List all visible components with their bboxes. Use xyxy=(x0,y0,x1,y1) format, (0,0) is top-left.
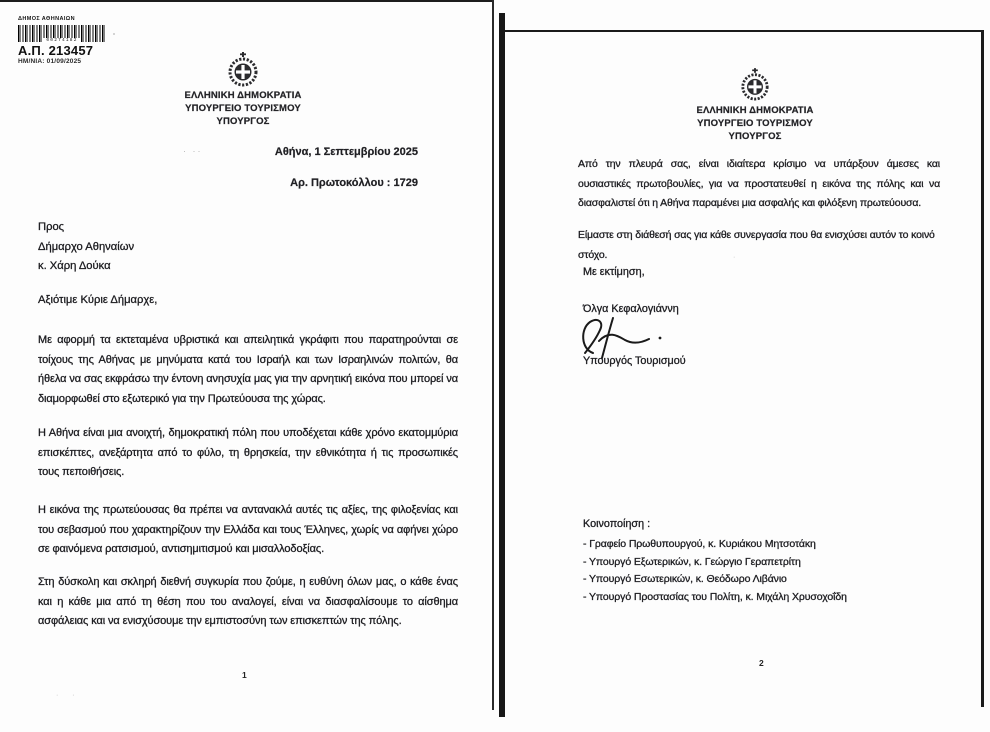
body-paragraph: Με αφορμή τα εκτεταμένα υβριστικά και απειλητικά γκράφιτι που παρατηρούνται σε τοίχους της Αθήνας με μηνύματα κατά του Ισραήλ και των Ισραηλινών πολιτών, θα ήθελα να σας εκφράσω την έντονη ανησυχία μας για την αρνητική εικόνα που μπορεί να διαμορφωθεί στο εξωτερικό για την Πρωτεύουσα της χώρας. xyxy=(38,334,458,405)
letterhead-ministry: ΥΠΟΥΡΓΕΙΟ ΤΟΥΡΙΣΜΟΥ xyxy=(697,118,813,129)
letterhead-republic: ΕΛΛΗΝΙΚΗ ΔΗΜΟΚΡΑΤΙΑ xyxy=(696,105,814,116)
letterhead-minister: ΥΠΟΥΡΓΟΣ xyxy=(216,116,270,127)
athens-municipality-stamp xyxy=(18,16,118,65)
page2-number: 2 xyxy=(759,658,764,668)
cc-heading: Κοινοποίηση : xyxy=(583,518,651,530)
letter-date: Αθήνα, 1 Σεπτεμβρίου 2025 xyxy=(274,146,418,158)
page1-number: 1 xyxy=(242,670,247,680)
cc-item: - Υπουργό Προστασίας του Πολίτη, κ. Μιχάλη Χρυσοχοΐδη xyxy=(583,590,847,603)
salutation: Αξιότιμε Κύριε Δήμαρχε, xyxy=(38,294,158,306)
scan-artifact: · · xyxy=(56,692,77,699)
body-paragraph: Είμαστε στη διάθεσή σας για κάθε συνεργασία που θα ενισχύσει αυτόν το κοινό στόχο. xyxy=(578,229,935,261)
page2-scan xyxy=(505,30,983,705)
closing: Με εκτίμηση, xyxy=(583,266,645,278)
signatory-title: Υπουργός Τουρισμού xyxy=(583,355,686,367)
hellenic-republic-emblem-icon xyxy=(740,68,770,102)
stamp-org-label: ΔΗΜΟΣ ΑΘΗΝΑΙΩΝ xyxy=(18,16,75,22)
body-paragraph: Από την πλευρά σας, είναι ιδιαίτερα κρίσιμο να υπάρξουν άμεσες και ουσιαστικές πρωτοβουλίες, για να προστατευθεί η εικόνα της πόλης και να διασφαλιστεί ότι η Αθήνα παραμένει μια ασφαλής και φιλόξενη πρωτεύουσα. xyxy=(578,158,940,209)
scan-artifact: · ·· xyxy=(183,146,203,156)
cc-item: - Γραφείο Πρωθυπουργού, κ. Κυριάκου Μητσοτάκη xyxy=(583,538,816,550)
recipient-person: κ. Χάρη Δούκα xyxy=(38,260,111,272)
body-paragraph: Στη δύσκολη και σκληρή διεθνή συγκυρία που ζούμε, η ευθύνη όλων μας, ο κάθε ένας και η κάθε μια από τη θέση που του αναλογεί, είναι να διασφαλίσουμε το αίσθημα ασφάλειας και να ενισχύσουμε την εμπιστοσύνη των επισκεπτών της πόλης. xyxy=(38,576,458,627)
cc-list xyxy=(583,536,847,606)
recipient-block xyxy=(38,218,134,277)
recipient-to: Προς xyxy=(38,221,65,233)
cc-item: - Υπουργό Εσωτερικών, κ. Θεόδωρο Λιβάνιο xyxy=(583,573,787,585)
barcode xyxy=(18,25,106,42)
letterhead-republic: ΕΛΛΗΝΙΚΗ ΔΗΜΟΚΡΑΤΙΑ xyxy=(184,90,302,101)
scan-artifact: · xyxy=(733,254,738,261)
stamp-protocol-number: Α.Π. 213457 xyxy=(18,43,94,58)
body-paragraph: Η Αθήνα είναι μια ανοιχτή, δημοκρατική πόλη που υποδέχεται κάθε χρόνο εκατομμύρια επισκέπτες, ανεξάρτητα από το φύλο, τη θρησκεία, την εθνικότητα ή τις προσωπικές τους πεποιθήσεις. xyxy=(38,427,458,478)
page1-letterhead xyxy=(148,89,338,128)
hellenic-republic-emblem-icon xyxy=(227,52,259,88)
stamp-date: ΗΜ/ΝΙΑ: 01/09/2025 xyxy=(18,58,82,65)
barcode-number: 00274182 xyxy=(43,38,80,43)
scan-artifact xyxy=(113,33,115,35)
cc-item: - Υπουργό Εξωτερικών, κ. Γεώργιο Γεραπετρίτη xyxy=(583,555,801,568)
letterhead-minister: ΥΠΟΥΡΓΟΣ xyxy=(728,131,782,142)
letterhead-ministry: ΥΠΟΥΡΓΕΙΟ ΤΟΥΡΙΣΜΟΥ xyxy=(185,103,301,114)
page2-letterhead xyxy=(660,104,850,143)
recipient-office: Δήμαρχο Αθηναίων xyxy=(38,240,135,253)
body-paragraph: Η εικόνα της πρωτεύουσας θα πρέπει να αντανακλά αυτές τις αξίες, της φιλοξενίας και του σεβασμού που χαρακτηρίζουν την Ελλάδα και τους Έλληνες, χωρίς να αφήνει χώρο σε φαινόμενα ρατσισμού, αντισημιτισμού και μισαλλοδοξίας. xyxy=(38,504,458,555)
letter-protocol-number: Αρ. Πρωτοκόλλου : 1729 xyxy=(290,177,418,189)
signatory-name: Όλγα Κεφαλογιάννη xyxy=(583,303,679,315)
